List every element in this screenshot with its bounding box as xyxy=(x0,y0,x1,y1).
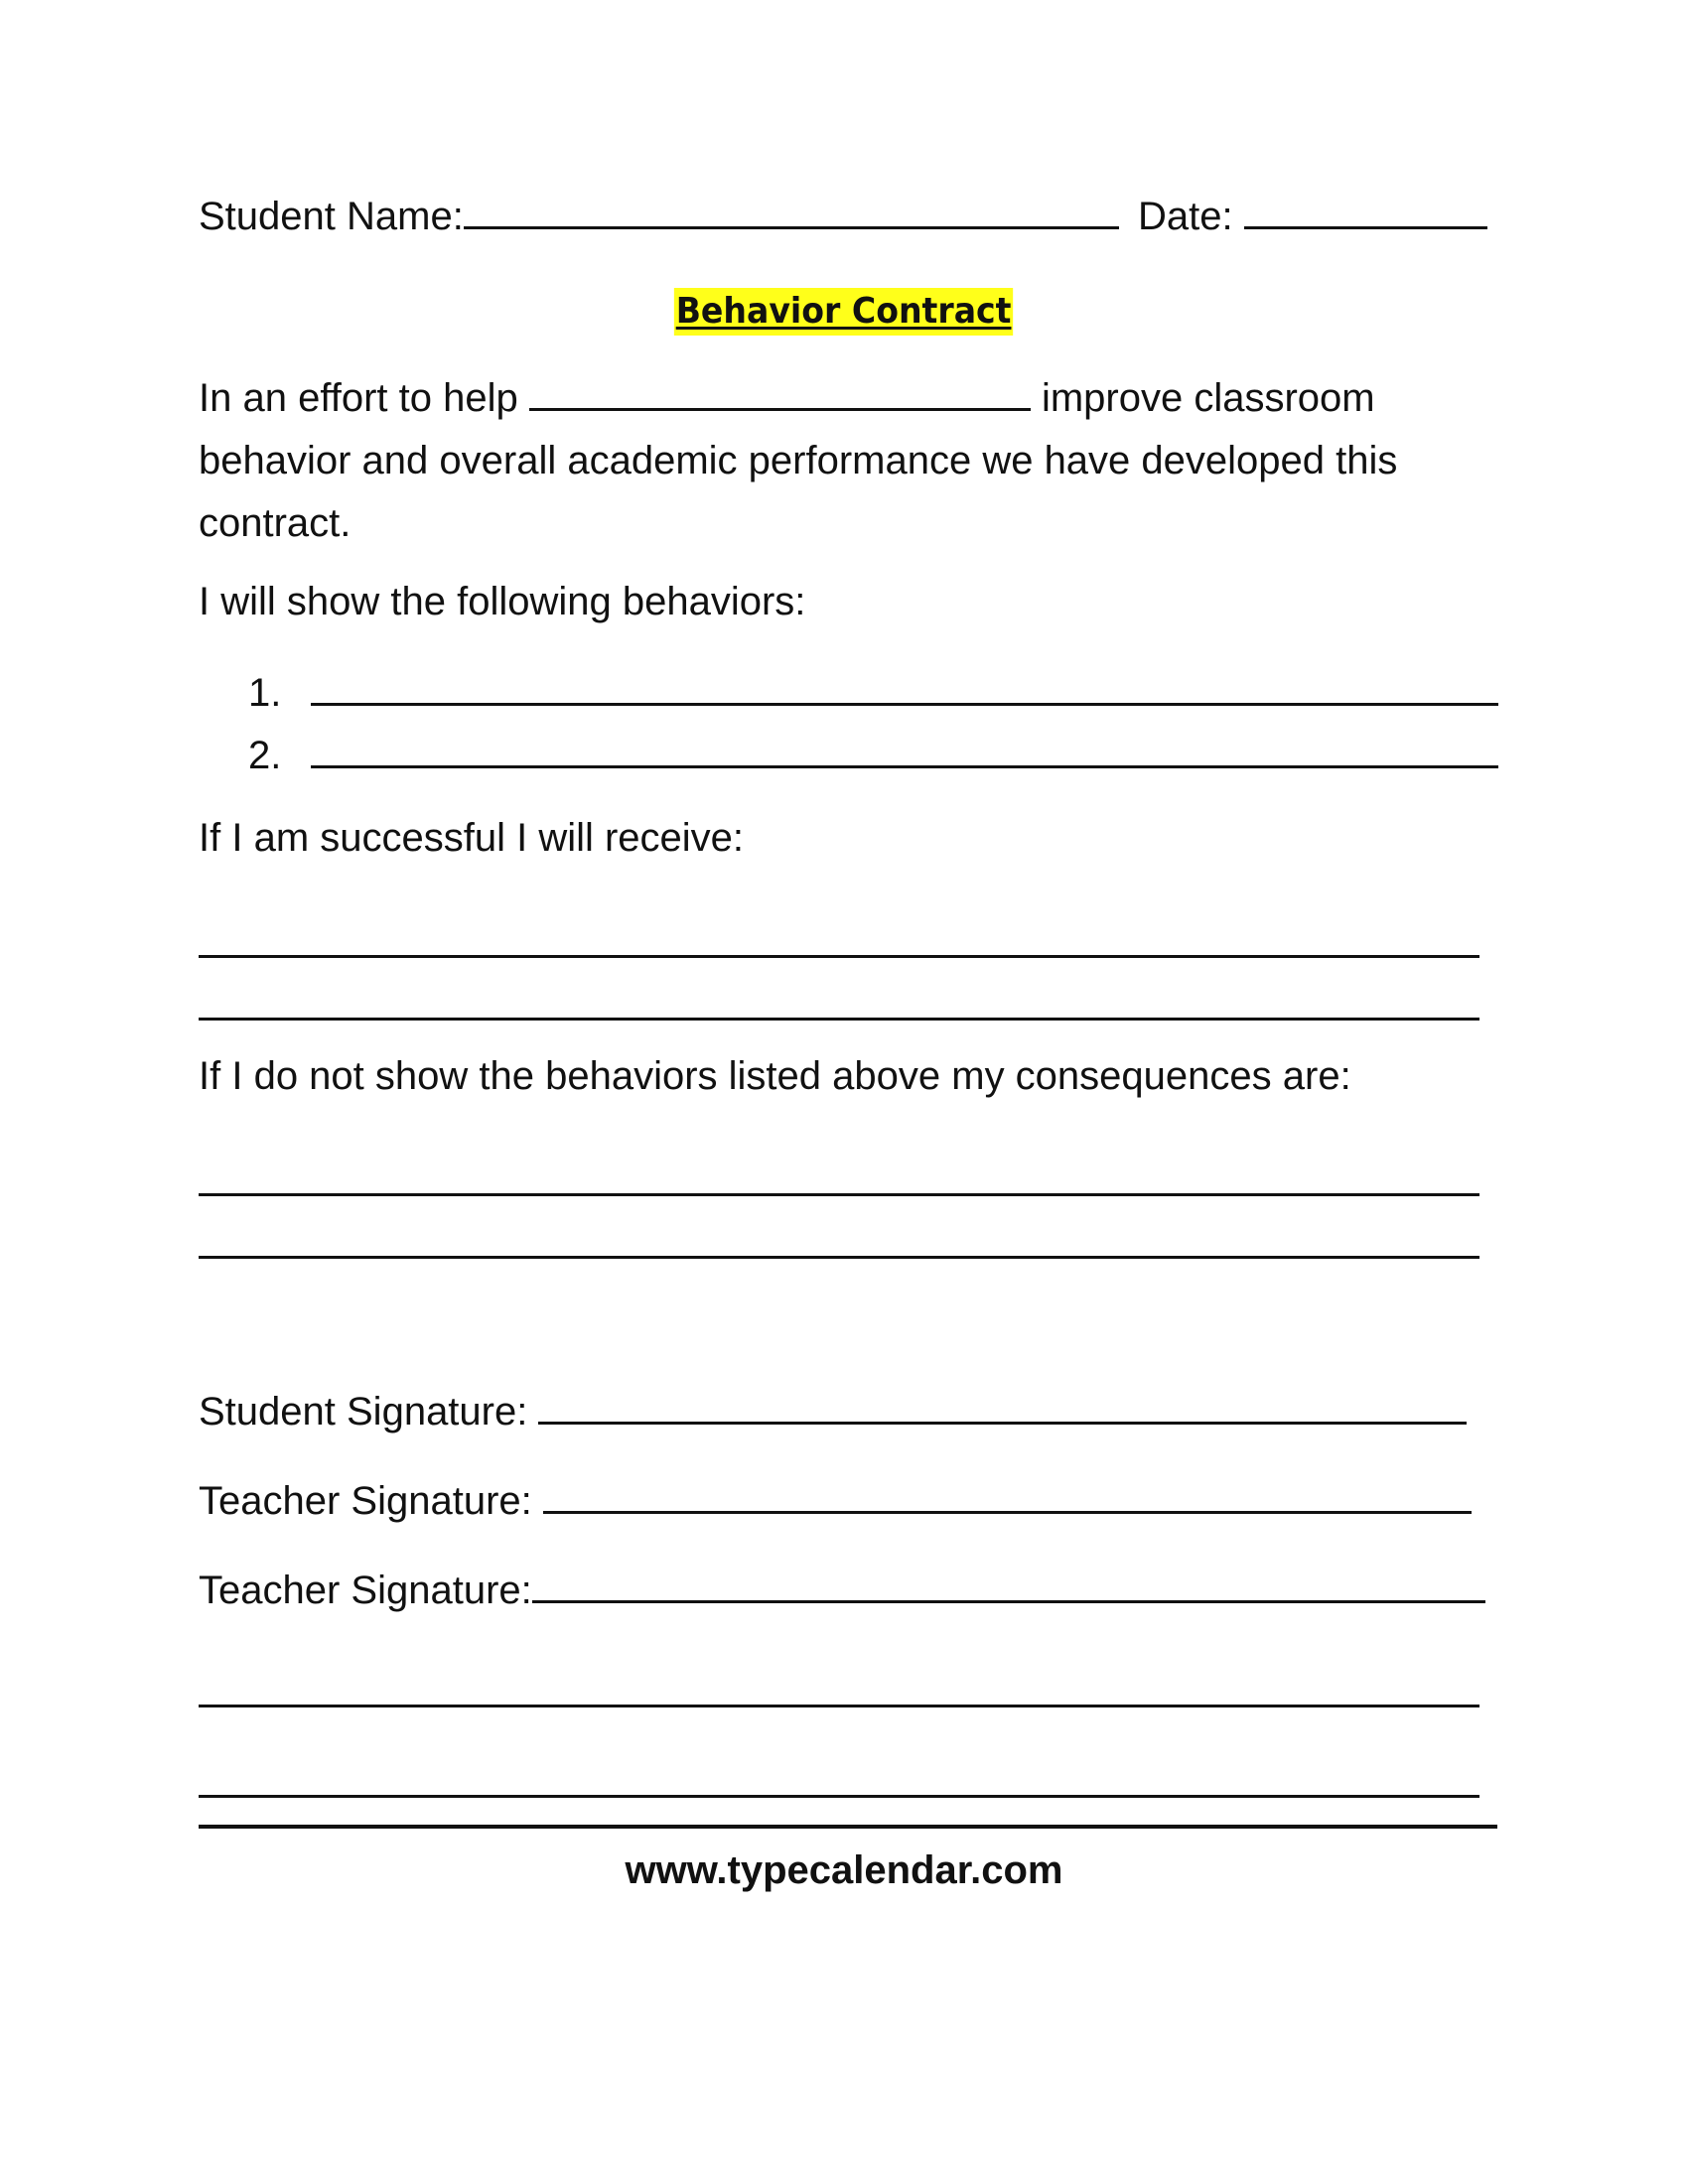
teacher-signature-field[interactable] xyxy=(532,1563,1485,1603)
behavior-item xyxy=(248,665,1498,717)
title-container xyxy=(199,288,1489,336)
student-signature-label: Student Signature: xyxy=(199,1390,528,1433)
reward-field-1[interactable] xyxy=(199,955,1479,958)
student-signature-row xyxy=(199,1384,1467,1435)
behavior-item-number: 1. xyxy=(248,671,282,715)
date-label: Date: xyxy=(1137,195,1233,238)
rewards-heading: If I am successful I will receive: xyxy=(199,816,745,860)
teacher-signature-row xyxy=(199,1563,1485,1614)
student-name-field[interactable] xyxy=(464,189,1119,229)
document-page xyxy=(199,189,1489,1976)
behavior-field-2[interactable] xyxy=(311,728,1498,768)
extra-field-1[interactable] xyxy=(199,1705,1479,1707)
teacher-signature-label: Teacher Signature: xyxy=(199,1569,532,1612)
behaviors-heading: I will show the following behaviors: xyxy=(199,580,806,623)
consequences-heading: If I do not show the behaviors listed above my consequences are: xyxy=(199,1054,1351,1098)
page-title: Behavior Contract xyxy=(674,288,1014,336)
consequence-field-2[interactable] xyxy=(199,1256,1479,1259)
student-signature-field[interactable] xyxy=(538,1384,1467,1425)
teacher-signature-label: Teacher Signature: xyxy=(199,1479,532,1523)
behavior-item xyxy=(248,728,1498,779)
intro-prefix: In an effort to help xyxy=(199,376,518,420)
teacher-signature-field[interactable] xyxy=(543,1473,1472,1514)
teacher-signature-row xyxy=(199,1473,1472,1525)
intro-continuation: behavior and overall academic performance we have developed this contract. xyxy=(199,439,1398,545)
intro-paragraph xyxy=(199,367,1489,555)
footer-website[interactable]: www.typecalendar.com xyxy=(625,1848,1063,1892)
behavior-item-number: 2. xyxy=(248,734,282,777)
student-help-field[interactable] xyxy=(529,370,1031,411)
reward-field-2[interactable] xyxy=(199,1018,1479,1021)
behavior-field-1[interactable] xyxy=(311,665,1498,706)
date-field[interactable] xyxy=(1244,189,1487,229)
extra-field-2[interactable] xyxy=(199,1795,1479,1798)
student-name-label: Student Name: xyxy=(199,195,464,238)
intro-suffix: improve classroom xyxy=(1041,376,1375,420)
consequence-field-1[interactable] xyxy=(199,1193,1479,1196)
footer-divider xyxy=(199,1825,1497,1829)
header-row xyxy=(199,189,1487,240)
